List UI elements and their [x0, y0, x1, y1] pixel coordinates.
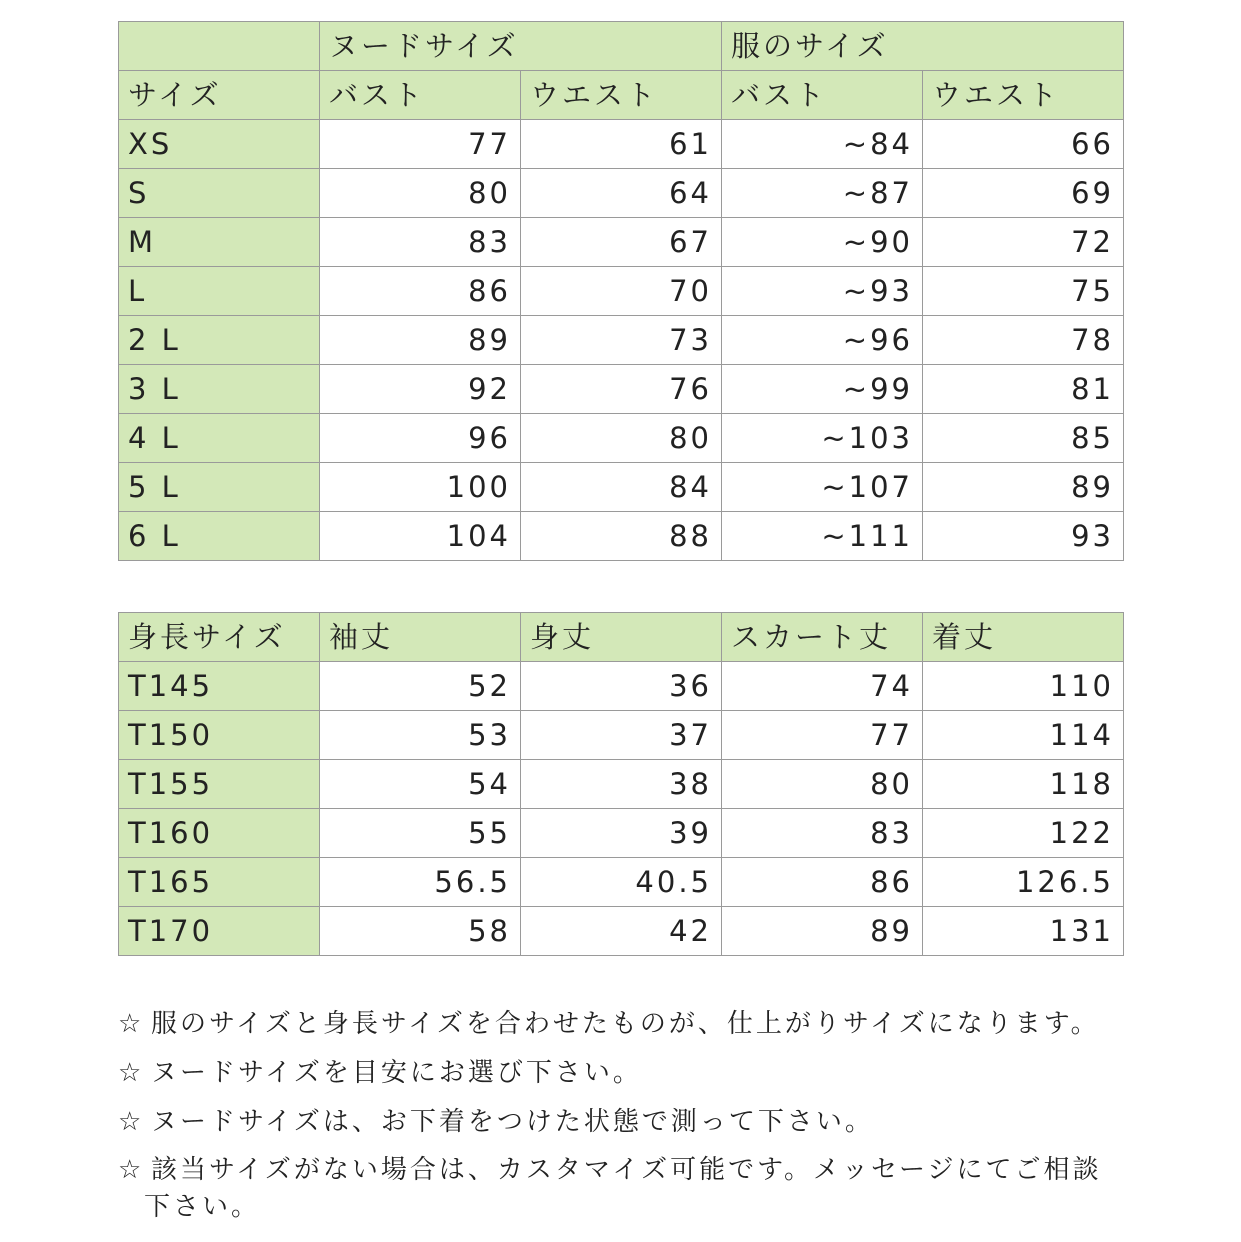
group-header-row	[119, 22, 1124, 71]
table-row	[119, 120, 1124, 169]
group-header-empty	[119, 22, 320, 71]
table-row	[119, 218, 1124, 267]
nude-waist-value: 61	[521, 120, 722, 169]
height-size-label: T170	[119, 907, 320, 956]
body-length-value: 36	[521, 662, 722, 711]
nude-bust-value: 77	[320, 120, 521, 169]
nude-bust-value: 100	[320, 463, 521, 512]
sleeve-length-value: 58	[320, 907, 521, 956]
nude-waist-value: 80	[521, 414, 722, 463]
height-size-label: T160	[119, 809, 320, 858]
size-label: 6 L	[119, 512, 320, 561]
nude-bust-value: 89	[320, 316, 521, 365]
total-length-value: 122	[923, 809, 1124, 858]
column-header-garment-bust: バスト	[722, 71, 923, 120]
column-header-nude-bust: バスト	[320, 71, 521, 120]
note-item	[118, 1154, 1128, 1188]
column-header-garment-waist: ウエスト	[923, 71, 1124, 120]
nude-waist-value: 64	[521, 169, 722, 218]
table-row	[119, 169, 1124, 218]
column-header-sleeve-length: 袖丈	[320, 613, 521, 662]
size-label: M	[119, 218, 320, 267]
sleeve-length-value: 53	[320, 711, 521, 760]
table-row	[119, 463, 1124, 512]
column-header-row	[119, 613, 1124, 662]
nude-waist-value: 67	[521, 218, 722, 267]
skirt-length-value: 86	[722, 858, 923, 907]
body-length-value: 39	[521, 809, 722, 858]
nude-size-table	[118, 21, 1124, 561]
nude-bust-value: 83	[320, 218, 521, 267]
size-label: XS	[119, 120, 320, 169]
height-size-label: T165	[119, 858, 320, 907]
sleeve-length-value: 52	[320, 662, 521, 711]
table-row	[119, 809, 1124, 858]
table-row	[119, 662, 1124, 711]
nude-waist-value: 73	[521, 316, 722, 365]
nude-waist-value: 76	[521, 365, 722, 414]
table-row	[119, 760, 1124, 809]
garment-bust-value: ~84	[722, 120, 923, 169]
garment-waist-value: 66	[923, 120, 1124, 169]
total-length-value: 118	[923, 760, 1124, 809]
group-header-nude-size: ヌードサイズ	[320, 22, 722, 71]
garment-waist-value: 78	[923, 316, 1124, 365]
garment-bust-value: ~96	[722, 316, 923, 365]
column-header-body-length: 身丈	[521, 613, 722, 662]
garment-waist-value: 69	[923, 169, 1124, 218]
skirt-length-value: 83	[722, 809, 923, 858]
garment-bust-value: ~111	[722, 512, 923, 561]
height-size-label: T155	[119, 760, 320, 809]
table-row	[119, 858, 1124, 907]
body-length-value: 40.5	[521, 858, 722, 907]
garment-waist-value: 72	[923, 218, 1124, 267]
total-length-value: 126.5	[923, 858, 1124, 907]
size-label: 4 L	[119, 414, 320, 463]
body-length-value: 37	[521, 711, 722, 760]
table-row	[119, 907, 1124, 956]
size-label: 5 L	[119, 463, 320, 512]
note-item	[118, 1106, 1128, 1140]
table-row	[119, 512, 1124, 561]
skirt-length-value: 89	[722, 907, 923, 956]
skirt-length-value: 80	[722, 760, 923, 809]
nude-waist-value: 84	[521, 463, 722, 512]
skirt-length-value: 77	[722, 711, 923, 760]
notes-section	[118, 1008, 1128, 1225]
column-header-nude-waist: ウエスト	[521, 71, 722, 120]
nude-waist-value: 88	[521, 512, 722, 561]
height-size-label: T150	[119, 711, 320, 760]
note-text: 服のサイズと身長サイズを合わせたものが、仕上がりサイズになります。	[151, 1009, 1100, 1039]
height-size-label: T145	[119, 662, 320, 711]
note-text: 該当サイズがない場合は、カスタマイズ可能です。メッセージにてご相談	[151, 1155, 1102, 1186]
nude-bust-value: 104	[320, 512, 521, 561]
garment-bust-value: ~103	[722, 414, 923, 463]
total-length-value: 131	[923, 907, 1124, 956]
sleeve-length-value: 55	[320, 809, 521, 858]
nude-waist-value: 70	[521, 267, 722, 316]
star-icon: ☆	[118, 1009, 145, 1039]
column-header-height-size: 身長サイズ	[119, 613, 320, 662]
garment-bust-value: ~90	[722, 218, 923, 267]
garment-bust-value: ~99	[722, 365, 923, 414]
size-label: L	[119, 267, 320, 316]
body-length-value: 38	[521, 760, 722, 809]
star-icon: ☆	[118, 1106, 145, 1137]
size-label: 3 L	[119, 365, 320, 414]
column-header-row	[119, 71, 1124, 120]
total-length-value: 114	[923, 711, 1124, 760]
nude-bust-value: 92	[320, 365, 521, 414]
nude-bust-value: 96	[320, 414, 521, 463]
star-icon: ☆	[118, 1155, 145, 1186]
table-row	[119, 711, 1124, 760]
table-row	[119, 316, 1124, 365]
garment-waist-value: 89	[923, 463, 1124, 512]
garment-bust-value: ~87	[722, 169, 923, 218]
garment-bust-value: ~107	[722, 463, 923, 512]
height-size-table	[118, 612, 1124, 956]
note-item	[118, 1008, 1128, 1042]
sleeve-length-value: 56.5	[320, 858, 521, 907]
column-header-skirt-length: スカート丈	[722, 613, 923, 662]
body-length-value: 42	[521, 907, 722, 956]
garment-waist-value: 85	[923, 414, 1124, 463]
group-header-garment-size: 服のサイズ	[722, 22, 1124, 71]
note-item	[118, 1057, 1128, 1091]
column-header-size: サイズ	[119, 71, 320, 120]
skirt-length-value: 74	[722, 662, 923, 711]
note-text: ヌードサイズは、お下着をつけた状態で測って下さい。	[151, 1106, 874, 1137]
note-continuation: 下さい。	[144, 1192, 261, 1223]
garment-waist-value: 93	[923, 512, 1124, 561]
note-text: ヌードサイズを目安にお選び下さい。	[151, 1057, 642, 1088]
nude-bust-value: 86	[320, 267, 521, 316]
total-length-value: 110	[923, 662, 1124, 711]
table-row	[119, 267, 1124, 316]
size-label: S	[119, 169, 320, 218]
table-row	[119, 414, 1124, 463]
nude-bust-value: 80	[320, 169, 521, 218]
size-label: 2 L	[119, 316, 320, 365]
star-icon: ☆	[118, 1057, 145, 1088]
table-row	[119, 365, 1124, 414]
garment-waist-value: 81	[923, 365, 1124, 414]
sleeve-length-value: 54	[320, 760, 521, 809]
garment-waist-value: 75	[923, 267, 1124, 316]
column-header-total-length: 着丈	[923, 613, 1124, 662]
garment-bust-value: ~93	[722, 267, 923, 316]
